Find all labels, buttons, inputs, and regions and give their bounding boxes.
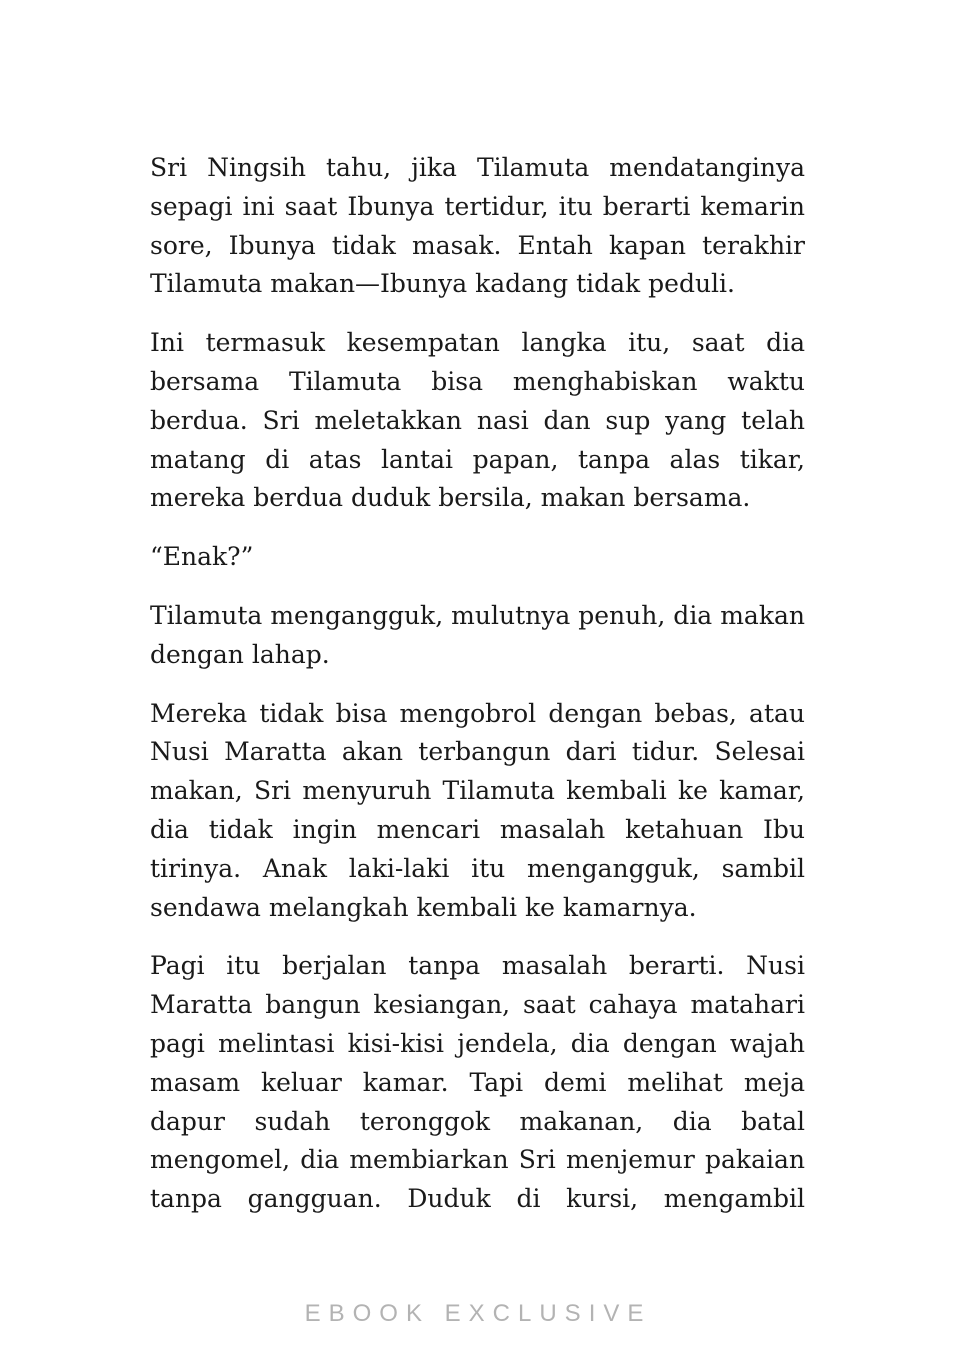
- paragraph-5: Mereka tidak bisa mengobrol dengan bebas, atau Nusi Maratta akan terbangun dari tidur. Selesai makan, Sri menyuruh Tilamuta kembali ke kamar, dia tidak ingin mencari masalah ketahuan Ibu tirinya. Anak laki-laki itu mengangguk, sambil sendawa melangkah kembali ke kamarnya.: [150, 698, 805, 922]
- paragraph-2: Ini termasuk kesempatan langka itu, saat dia bersama Tilamuta bisa menghabiskan waktu berdua. Sri meletakkan nasi dan sup yang telah matang di atas lantai papan, tanpa alas tikar, mereka berdua duduk bersila, makan bersama.: [150, 328, 805, 513]
- paragraph-4: Tilamuta mengangguk, mulutnya penuh, dia makan dengan lahap.: [150, 600, 805, 669]
- paragraph-1: Sri Ningsih tahu, jika Tilamuta mendatanginya sepagi ini saat Ibunya tertidur, itu berarti kemarin sore, Ibunya tidak masak. Entah kapan terakhir Tilamuta makan—Ibunya kadang tidak peduli.: [150, 153, 805, 299]
- paragraph-6: Pagi itu berjalan tanpa masalah berarti. Nusi Maratta bangun kesiangan, saat cahaya matahari pagi melintasi kisi-kisi jendela, dia dengan wajah masam keluar kamar. Tapi demi melihat meja dapur sudah teronggok makanan, dia batal mengomel, dia membiarkan Sri menjemur pakaian tanpa gangguan. Duduk di kursi, mengambil: [150, 951, 805, 1214]
- footer-label: EBOOK EXCLUSIVE: [304, 1300, 652, 1327]
- page-body: [150, 149, 805, 1239]
- paragraph-3: “Enak?”: [150, 542, 254, 572]
